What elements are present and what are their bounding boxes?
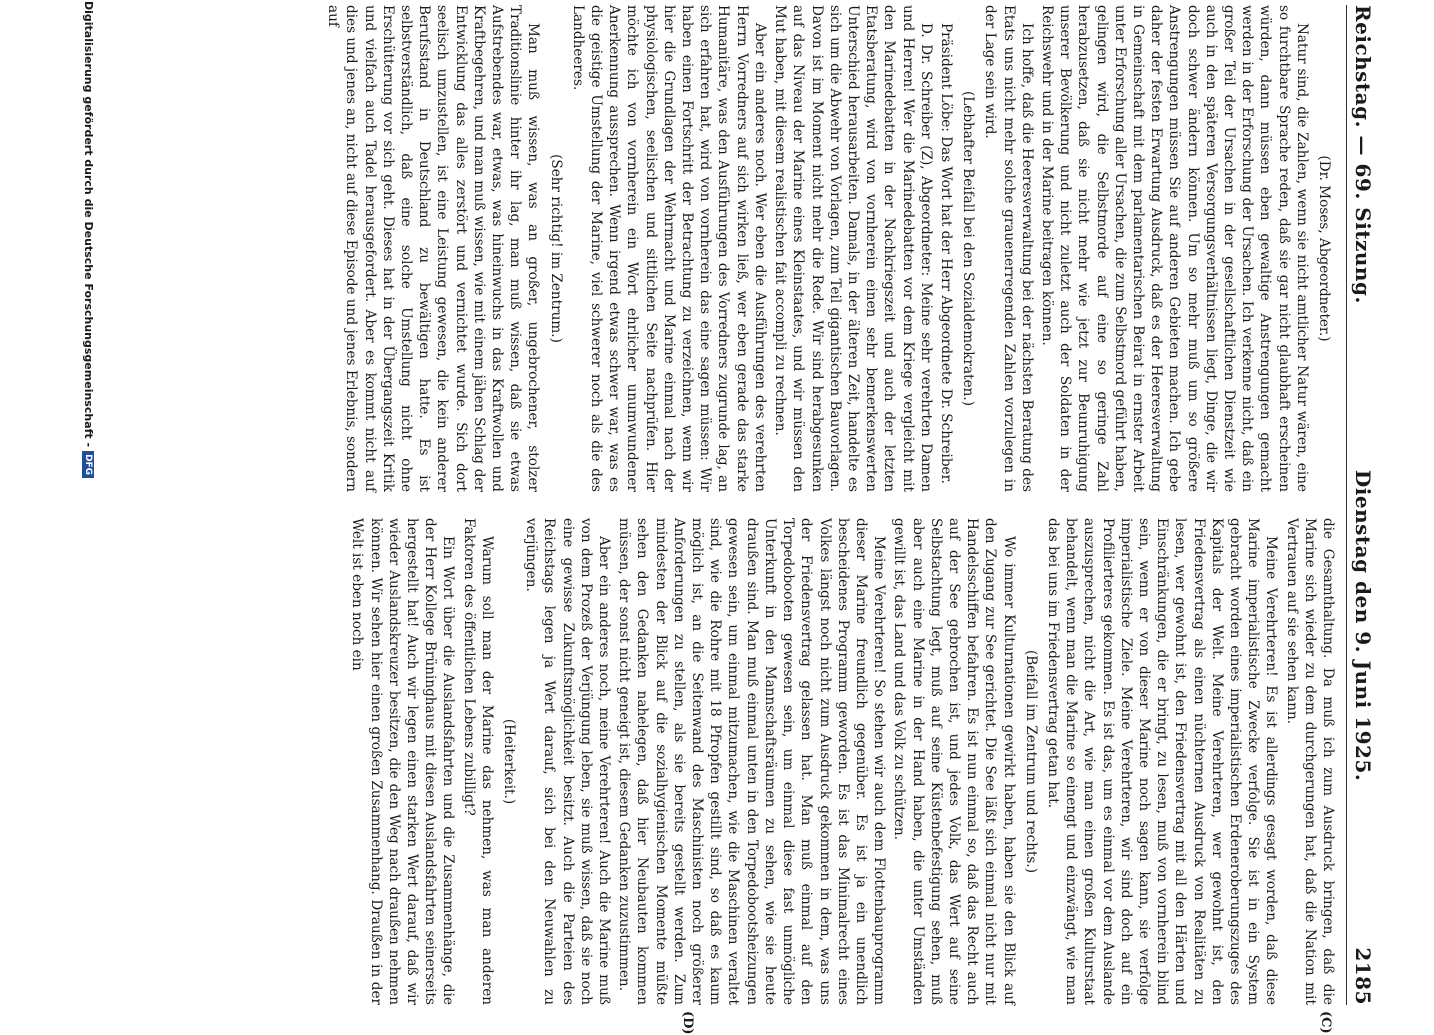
paragraph: Ich hoffe, daß die Heeresverwaltung bei der nächsten Beratung des Etats uns nicht mehr solche grauenerregenden Zahlen vorzulegen in der Lage sein wird. <box>982 5 1035 492</box>
dfg-logo-icon: DFG <box>83 451 95 478</box>
paragraph: die Gesamthaltung. Da muß ich zum Ausdruck bringen, daß die Marine sich wieder zu dem durchgerungen hat, daß die Nation mit Vertrauen auf sie sehen kann. <box>1283 518 1336 1005</box>
paragraph: Natur sind, die Zahlen, wenn sie nicht amtlicher Natur wären, eine so furchtbare Sprache reden, daß sie gar nicht glaubhaft erscheinen würden, dann müssen eben gewaltige Anstrengungen gemacht werden in der Erforschung der Ursachen. Ich verkenne nicht, daß ein großer Teil der Ursachen in der gesellschaftlichen Dienstzeit wie auch in den späteren Versorgungsverhältnissen liegt, Dinge, die wir doch schwer ändern können. Um so mehr muß um so größere Anstrengungen müssen Sie auf anderen Gebieten machen. Ich gebe daher der festen Erwartung Ausdruck, daß es der Heeresverwaltung in Gemeinschaft mit dem parlamentarischen Beirat in ernster Arbeit unter Erforschung aller Ursachen, die zum Selbstmord geführt haben, gelingen wird, die Selbstmorde auf eine so geringe Zahl herabzusetzen, daß sie nicht mehr wie jetzt zur Beunruhigung unserer Bevölkerung und nicht zuletzt auch der Soldaten in der Reichswehr und in der Marine beitragen können. <box>1038 5 1310 492</box>
paragraph: Warum soll man der Marine das nehmen, was man anderen Faktoren des öffentlichen Lebens zubilligt? <box>460 518 495 1005</box>
interjection: (Beifall im Zentrum und rechts.) <box>1022 649 1039 874</box>
margin-mark-d: (D) <box>680 1011 695 1035</box>
paragraph: Meine Verehrteren! So stehen wir auch dem Flottenbauprogramm dieser Marine freundlich gegenüber. Es ist ja ein unendlich bescheidenes Programm geworden. Es ist das Minimalrecht eines Volkes längst noch nicht zum Ausdruck gekommen in dem, was uns der Friedensvertrag gelassen hat. Man muß einmal auf den Torpedobooten gewesen sein, um einmal diese fast unmögliche Unterkunft in den Mannschaftsräumen zu sehen, wie sie heute draußen sind. Man muß einmal unten in den Torpedobootsheizungen gewesen sein, um einmal mitzumachen, wie die Maschinen veraltet sind, wie die Rohre mit 18 Pfropfen gestillt sind, so daß es kaum möglich ist, an die Seitenwand des Maschinisten noch größerer Anforderungen zu stellen, als sie bereits gestellt werden. Zum mindesten der Blick auf die sozialhygienischen Momente müßte sehen den Gedanken nahelegen, daß hier Neubauten kommen müssen, der sonst nicht geneigt ist, diesem Gedanken zuzustimmen. <box>616 518 888 1005</box>
paragraph: Präsident Löbe: Das Wort hat der Herr Abgeordnete Dr. Schreiber. <box>937 23 954 484</box>
paragraph: Aber ein anderes noch, meine Verehrteren! Auch die Marine muß von dem Prozeß der Verjüngung leben, sie muß wissen, daß sie noch eine gewisse Zukunftsmöglichkeit besitzt. Auch die Parteien des Reichstags legen ja Wert darauf, sich bei den Neuwahlen zu verjüngen. <box>523 518 613 1005</box>
text-columns <box>117 5 1337 1005</box>
paragraph: Man muß wissen, was an großer, ungebrochener, stolzer Traditionslinie hinter ihr lag, man muß wissen, daß sie etwas Aufstrebendes war, etwas, was hineinwuchs in das Kraftwollen und Kraftbegehren, und man muß wissen, wie mit einem jähen Schlag der Entwicklung das alles zerstört und vernichtet wurde. Sich dort seelisch umzustellen, ist eine Leistung gewesen, die kein anderer Berufsstand in Deutschland zu bewältigen hatte. Es ist selbstverständlich, daß eine solche Umstellung nicht ohne Erschütterung vor sich geht. Dieses hat in der Übergangszeit Kritik und vielfach auch Tadel herausgefordert. Aber es kommt nicht auf dies und jenes an, nicht auf diese Episode und jenes Erlebnis, sondern auf <box>325 5 542 492</box>
interjection: (Sehr richtig! im Zentrum.) <box>547 154 564 343</box>
page-header <box>1346 5 1385 1005</box>
interjection: (Lebhafter Beifall bei den Sozialdemokraten.) <box>960 90 977 407</box>
footer-text: Digitalisierung gefördert durch die Deutsche Forschungsgemeinschaft - <box>82 1 95 448</box>
paragraph: Ein Wort über die Auslandsfahrten und die Zusammenhänge, die der Herr Kollege Brüninghaus mit diesen Auslandsfahrten seinerseits hergestellt hat! Auch wir legen einen starken Wert darauf, daß wir wieder Auslandskreuzer besitzen, die den Weg nach draußen nehmen können. Wir sehen hier einen großen Zusammenhang. Draußen in der Welt ist eben noch ein <box>349 518 457 1005</box>
header-date: Dienstag den 9. Juni 1925. <box>1351 469 1375 782</box>
page-number: 2185 <box>1351 947 1375 1005</box>
margin-mark-c: (C) <box>1318 1011 1333 1034</box>
column-right <box>117 518 1337 1005</box>
column-left <box>117 5 1337 492</box>
digitization-footer <box>82 1 95 1011</box>
header-left: Reichstag. — 69. Sitzung. <box>1351 5 1375 304</box>
speaker-heading: (Dr. Moses, Abgeordneter.) <box>1316 155 1332 342</box>
rotated-document-page <box>75 1 1385 1035</box>
paragraph: Aber ein anderes noch. Wer eben die Ausführungen des verehrten Herrn Vorredners auf sich wirken ließ, wer eben gerade das starke Humanitäre, was den Ausführungen des Vorredners zugrunde lag, an sich erfahren hat, wird von vornherein das eine sagen müssen: Wir haben einen Fortschritt der Betrachtung zu verzeichnen, wenn wir hier die Grundlagen der Wehrmacht und Marine einmal nach der physiologischen, seelischen und sittlichen Seite nachprüfen. Hier möchte ich von vornherein ein Wort ehrlicher unumwundener Anerkennung aussprechen. Wenn irgend etwas schwer war, was es die geistige Umstellung der Marine, viel schwerer noch als die des Landheeres. <box>569 5 768 492</box>
paragraph: Wo immer Kulturnationen gewirkt haben, haben sie den Blick auf den Zugang zur See gerichtet. Die See läßt sich einmal nicht nur mit Handelsschiffen befahren. Es ist nun einmal so, daß das Recht auch auf der See gebrochen ist, und jedes Volk, das Wert auf seine Selbstachtung legt, muß auf seine Küstenbefestigung sehen, muß aber auch eine Marine in der Hand haben, die unter Umständen gewillt ist, das Land und das Volk zu schützen. <box>891 518 1017 1005</box>
interjection: (Heiterkeit.) <box>501 718 518 805</box>
paragraph: D. Dr. Schreiber (Z), Abgeordneter: Meine sehr verehrten Damen und Herren! Wer die Marinedebatten vor dem Kriege vergleicht mit den Marinedebatten in der Nachkriegszeit und auch der letzten Etatsberatung, wird von vornherein einen sehr bemerkenswerten Unterschied herausarbeiten. Damals, in der älteren Zeit, handelte es sich um die Abwehr von Vorlagen, zum Teil gigantischen Bauvorlagen. Davon ist im Moment nicht mehr die Rede. Wir sind herabgesunken auf das Niveau der Marine eines Kleinstaates, und wir müssen den Mut haben, mit diesem realistischen fait accompli zu rechnen. <box>772 5 934 492</box>
paragraph: Meine Verehrteren! Es ist allerdings gesagt worden, daß diese Marine imperialistische Zwecke verfolge. Sie ist in ein System gebracht worden eines imperialistischen Erdeneroberungszuges des Kapitals der Welt. Meine Verehrteren, wer gewohnt ist, den Friedensvertrag als einen nüchternen Ausdruck von Realitäten zu lesen, wer gewohnt ist, den Friedensvertrag mit all den Härten und Einschränkungen, die er bringt, zu lesen, muß von vornherein blind sein, wenn er von dieser Marine noch sagen kann, sie verfolge imperialistische Ziele. Meine Verehrteren, wir sind doch auf ein Profilierteres gekommen. Es ist das, um es einmal vor dem Auslande auszusprechen, nicht die Art, wie man einen großen Kulturstaat behandelt, wenn man die Marine so einengt und einzwängt, wie man das bei uns im Friedensvertrag getan hat. <box>1044 518 1280 1005</box>
